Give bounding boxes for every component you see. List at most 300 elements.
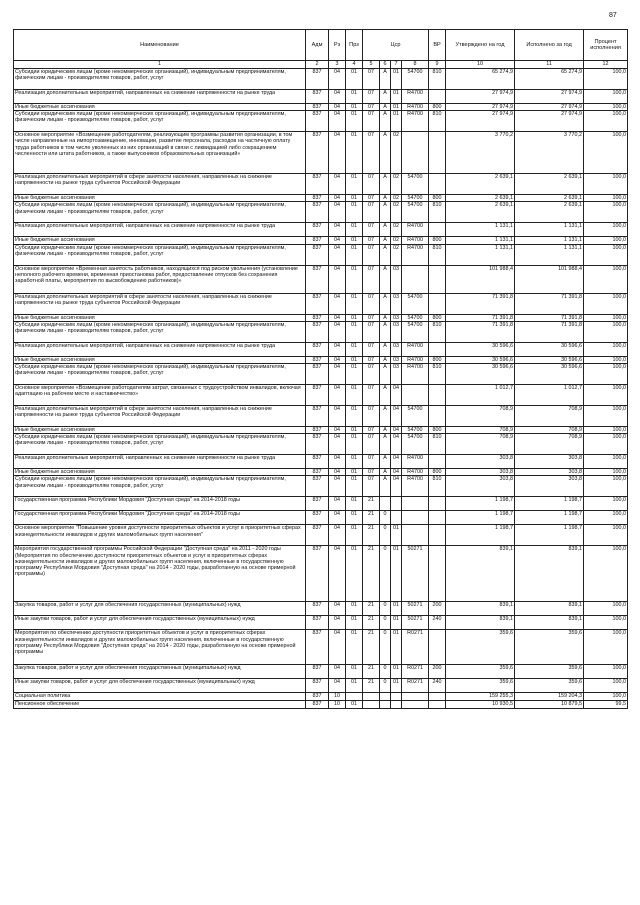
row-prz: 01 <box>346 356 363 363</box>
column-number: 2 <box>306 61 329 69</box>
row-vr <box>429 132 446 174</box>
row-percent: 100,0 <box>584 679 628 693</box>
row-adm: 837 <box>306 406 329 427</box>
row-percent: 100,0 <box>584 104 628 111</box>
row-rz: 04 <box>329 293 346 314</box>
row-plan: 71 391,8 <box>446 321 515 342</box>
row-exec: 71 391,8 <box>515 321 584 342</box>
row-csr-subprogram: 0 <box>380 511 391 525</box>
row-rz: 04 <box>329 356 346 363</box>
table-row <box>14 476 628 497</box>
row-vr: 810 <box>429 69 446 90</box>
row-vr <box>429 455 446 469</box>
row-vr: 200 <box>429 665 446 679</box>
row-csr-code: R4700 <box>402 104 429 111</box>
row-csr-code: 50271 <box>402 602 429 616</box>
row-csr-program: 21 <box>363 525 380 546</box>
row-vr <box>429 630 446 665</box>
row-percent: 100,0 <box>584 195 628 202</box>
row-percent: 100,0 <box>584 665 628 679</box>
row-adm: 837 <box>306 665 329 679</box>
row-rz: 04 <box>329 616 346 630</box>
table-row <box>14 511 628 525</box>
row-csr-program: 21 <box>363 602 380 616</box>
row-csr-subprogram: А <box>380 293 391 314</box>
row-csr-program: 21 <box>363 665 380 679</box>
row-name: Основное мероприятие «Возмещение работодателям, реализующим программы развития организации, в том числе направленные на импортозамещение, инновации, развитие персонала, расходов на частичную оплату труда работников в том числе уволенных из них организаций в связи с ликвидацией либо сокращением численности или штата работников, а также выпускников образовательных организаций» <box>14 132 306 174</box>
row-adm: 837 <box>306 90 329 104</box>
row-csr-event: 04 <box>391 455 402 469</box>
row-name: Иные бюджетные ассигнования <box>14 237 306 244</box>
row-adm: 837 <box>306 427 329 434</box>
row-csr-program: 07 <box>363 455 380 469</box>
row-rz: 04 <box>329 385 346 406</box>
row-adm: 837 <box>306 385 329 406</box>
row-percent: 100,0 <box>584 314 628 321</box>
row-vr <box>429 342 446 356</box>
row-percent: 100,0 <box>584 237 628 244</box>
row-plan: 71 391,8 <box>446 314 515 321</box>
column-number: 7 <box>391 61 402 69</box>
row-vr <box>429 511 446 525</box>
row-name: Пенсионное обеспечение <box>14 701 306 709</box>
row-csr-code: 54700 <box>402 195 429 202</box>
row-rz: 04 <box>329 223 346 237</box>
table-row <box>14 434 628 455</box>
table-row <box>14 630 628 665</box>
row-adm: 837 <box>306 342 329 356</box>
row-adm: 837 <box>306 104 329 111</box>
row-csr-code <box>402 525 429 546</box>
row-csr-event: 02 <box>391 237 402 244</box>
row-name: Субсидии юридическим лицам (кроме некоммерческих организаций), индивидуальным предпринимателям, физическим лицам - производителям товаров, работ, услуг <box>14 434 306 455</box>
row-csr-program: 07 <box>363 364 380 385</box>
row-rz: 04 <box>329 497 346 511</box>
header-percent: Процент исполнения <box>584 30 628 61</box>
row-prz: 01 <box>346 223 363 237</box>
row-percent: 100,0 <box>584 356 628 363</box>
row-csr-program: 07 <box>363 356 380 363</box>
table-row <box>14 111 628 132</box>
row-rz: 04 <box>329 174 346 195</box>
row-csr-program: 07 <box>363 174 380 195</box>
row-plan: 159 255,3 <box>446 693 515 701</box>
row-exec: 1 131,1 <box>515 237 584 244</box>
column-number-row <box>14 61 628 69</box>
row-prz: 01 <box>346 434 363 455</box>
row-csr-program: 21 <box>363 511 380 525</box>
row-name: Иные бюджетные ассигнования <box>14 195 306 202</box>
row-rz: 04 <box>329 195 346 202</box>
row-csr-subprogram: 0 <box>380 602 391 616</box>
row-csr-event: 01 <box>391 630 402 665</box>
row-prz <box>346 693 363 701</box>
row-csr-code: 54700 <box>402 202 429 223</box>
table-row <box>14 90 628 104</box>
row-csr-event: 04 <box>391 385 402 406</box>
row-plan: 10 930,5 <box>446 701 515 709</box>
row-name: Реализация дополнительных мероприятий, направленных на снижение напряженности на рынке труда <box>14 90 306 104</box>
row-plan: 2 639,1 <box>446 202 515 223</box>
row-prz: 01 <box>346 406 363 427</box>
row-vr <box>429 385 446 406</box>
row-exec: 30 596,6 <box>515 342 584 356</box>
row-exec: 159 204,3 <box>515 693 584 701</box>
header-plan: Утверждено на год <box>446 30 515 61</box>
row-csr-event: 03 <box>391 342 402 356</box>
row-csr-subprogram: А <box>380 364 391 385</box>
row-csr-program: 07 <box>363 314 380 321</box>
row-prz: 01 <box>346 427 363 434</box>
row-name: Иные бюджетные ассигнования <box>14 104 306 111</box>
row-csr-program: 21 <box>363 630 380 665</box>
row-exec: 839,1 <box>515 602 584 616</box>
row-exec: 30 596,6 <box>515 364 584 385</box>
row-plan: 30 596,6 <box>446 342 515 356</box>
row-vr: 800 <box>429 314 446 321</box>
row-csr-event: 02 <box>391 132 402 174</box>
table-row <box>14 679 628 693</box>
row-csr-code: 54700 <box>402 427 429 434</box>
table-row <box>14 701 628 709</box>
row-plan: 839,1 <box>446 616 515 630</box>
row-csr-code <box>402 265 429 293</box>
row-name: Государственная программа Республики Мордовия "Доступная среда" на 2014-2018 годы <box>14 497 306 511</box>
column-number: 1 <box>14 61 306 69</box>
row-prz: 01 <box>346 104 363 111</box>
row-prz: 01 <box>346 385 363 406</box>
row-exec: 2 639,1 <box>515 174 584 195</box>
row-csr-code: 54700 <box>402 321 429 342</box>
row-csr-event: 04 <box>391 469 402 476</box>
header-exec: Исполнено за год <box>515 30 584 61</box>
row-name: Иные бюджетные ассигнования <box>14 469 306 476</box>
table-row <box>14 104 628 111</box>
row-exec: 708,9 <box>515 427 584 434</box>
row-prz: 01 <box>346 293 363 314</box>
row-name: Реализация дополнительных мероприятий в сфере занятости населения, направленных на снижение напряженности на рынке труда субъектов Российской Федерации <box>14 174 306 195</box>
row-name: Мероприятия государственной программы Российской Федерации "Доступная среда" на 2011 - 2020 годы (Мероприятия по обеспечению доступности приоритетных объектов и услуг в приоритетных сферах жизнедеятельности инвалидов и других маломобильных групп населения, включенные в государственную программу Республики Мордовия "Доступная среда" на 2014 - 2020 годы, разработанную на основе примерной программы) <box>14 546 306 602</box>
row-csr-event: 02 <box>391 244 402 265</box>
row-rz: 04 <box>329 665 346 679</box>
row-rz: 04 <box>329 104 346 111</box>
table-row <box>14 427 628 434</box>
row-percent: 100,0 <box>584 546 628 602</box>
row-adm: 837 <box>306 265 329 293</box>
row-vr <box>429 693 446 701</box>
row-csr-subprogram: А <box>380 174 391 195</box>
row-adm: 837 <box>306 321 329 342</box>
row-vr <box>429 90 446 104</box>
row-exec: 839,1 <box>515 616 584 630</box>
row-name: Реализация дополнительных мероприятий в сфере занятости населения, направленных на снижение напряженности на рынке труда субъектов Российской Федерации <box>14 406 306 427</box>
row-csr-program: 07 <box>363 111 380 132</box>
row-csr-code: R4700 <box>402 223 429 237</box>
table-row <box>14 385 628 406</box>
row-name: Реализация дополнительных мероприятий, направленных на снижение напряженности на рынке труда <box>14 223 306 237</box>
row-percent: 100,0 <box>584 497 628 511</box>
row-exec: 359,6 <box>515 665 584 679</box>
row-csr-event: 01 <box>391 546 402 602</box>
row-adm: 837 <box>306 237 329 244</box>
row-csr-code: 50271 <box>402 546 429 602</box>
row-csr-code: R4700 <box>402 356 429 363</box>
row-rz: 04 <box>329 427 346 434</box>
row-csr-event: 01 <box>391 679 402 693</box>
row-percent: 100,0 <box>584 385 628 406</box>
column-number: 5 <box>363 61 380 69</box>
row-csr-code: R4700 <box>402 476 429 497</box>
row-rz: 04 <box>329 525 346 546</box>
row-prz: 01 <box>346 665 363 679</box>
row-plan: 1 131,1 <box>446 244 515 265</box>
table-row <box>14 455 628 469</box>
row-csr-subprogram: А <box>380 195 391 202</box>
row-name: Закупка товаров, работ и услуг для обеспечения государственных (муниципальных) нужд <box>14 665 306 679</box>
row-csr-subprogram: А <box>380 111 391 132</box>
row-plan: 27 974,9 <box>446 90 515 104</box>
row-csr-event: 03 <box>391 293 402 314</box>
row-adm: 837 <box>306 497 329 511</box>
row-csr-program: 07 <box>363 434 380 455</box>
column-number: 9 <box>429 61 446 69</box>
row-rz: 04 <box>329 111 346 132</box>
row-percent: 100,0 <box>584 406 628 427</box>
row-csr-program: 07 <box>363 406 380 427</box>
row-csr-code <box>402 693 429 701</box>
row-vr <box>429 497 446 511</box>
row-exec: 1 198,7 <box>515 511 584 525</box>
row-name: Субсидии юридическим лицам (кроме некоммерческих организаций), индивидуальным предпринимателям, физическим лицам - производителям товаров, работ, услуг <box>14 364 306 385</box>
table-row <box>14 293 628 314</box>
table-row <box>14 693 628 701</box>
row-rz: 04 <box>329 314 346 321</box>
row-plan: 1 198,7 <box>446 511 515 525</box>
column-number: 4 <box>346 61 363 69</box>
row-plan: 1 131,1 <box>446 237 515 244</box>
row-prz: 01 <box>346 469 363 476</box>
row-name: Основное мероприятие «Возмещение работодателям затрат, связанных с трудоустройством инвалидов, включая адаптацию на рабочем месте и наставничество» <box>14 385 306 406</box>
row-csr-event: 02 <box>391 174 402 195</box>
row-csr-code: R4700 <box>402 469 429 476</box>
row-csr-code <box>402 385 429 406</box>
row-prz: 01 <box>346 314 363 321</box>
row-percent: 100,0 <box>584 69 628 90</box>
row-csr-event <box>391 693 402 701</box>
row-name: Субсидии юридическим лицам (кроме некоммерческих организаций), индивидуальным предпринимателям, физическим лицам - производителям товаров, работ, услуг <box>14 69 306 90</box>
row-vr <box>429 406 446 427</box>
row-exec: 708,9 <box>515 406 584 427</box>
header-adm: Адм <box>306 30 329 61</box>
table-row <box>14 602 628 616</box>
row-name: Закупка товаров, работ и услуг для обеспечения государственных (муниципальных) нужд <box>14 602 306 616</box>
row-csr-event: 03 <box>391 265 402 293</box>
row-vr: 800 <box>429 469 446 476</box>
row-exec: 1 131,1 <box>515 244 584 265</box>
row-percent: 100,0 <box>584 693 628 701</box>
row-prz: 01 <box>346 132 363 174</box>
row-csr-event: 02 <box>391 223 402 237</box>
row-percent: 100,0 <box>584 293 628 314</box>
row-percent: 100,0 <box>584 244 628 265</box>
row-exec: 2 639,1 <box>515 202 584 223</box>
row-vr: 800 <box>429 237 446 244</box>
row-csr-event: 03 <box>391 321 402 342</box>
row-csr-event: 01 <box>391 69 402 90</box>
row-percent: 99,5 <box>584 701 628 709</box>
row-percent: 100,0 <box>584 455 628 469</box>
row-csr-code: R0271 <box>402 679 429 693</box>
table-row <box>14 616 628 630</box>
row-rz: 04 <box>329 90 346 104</box>
row-rz: 04 <box>329 511 346 525</box>
row-csr-subprogram: 0 <box>380 679 391 693</box>
row-exec: 71 391,8 <box>515 314 584 321</box>
row-adm: 837 <box>306 356 329 363</box>
row-csr-subprogram: А <box>380 237 391 244</box>
row-csr-event: 02 <box>391 202 402 223</box>
row-csr-event: 04 <box>391 427 402 434</box>
row-prz: 01 <box>346 90 363 104</box>
budget-execution-table <box>13 29 628 709</box>
row-prz: 01 <box>346 511 363 525</box>
row-exec: 708,9 <box>515 434 584 455</box>
row-csr-subprogram: А <box>380 406 391 427</box>
row-rz: 04 <box>329 244 346 265</box>
row-name: Иные закупки товаров, работ и услуг для обеспечения государственных (муниципальных) нужд <box>14 616 306 630</box>
row-adm: 837 <box>306 244 329 265</box>
row-prz: 01 <box>346 244 363 265</box>
row-adm: 837 <box>306 693 329 701</box>
row-exec: 65 274,9 <box>515 69 584 90</box>
row-plan: 3 770,2 <box>446 132 515 174</box>
row-csr-subprogram: А <box>380 314 391 321</box>
row-prz: 01 <box>346 202 363 223</box>
row-name: Реализация дополнительных мероприятий, направленных на снижение напряженности на рынке труда <box>14 342 306 356</box>
row-exec: 27 974,9 <box>515 104 584 111</box>
table-row <box>14 356 628 363</box>
row-name: Иные закупки товаров, работ и услуг для обеспечения государственных (муниципальных) нужд <box>14 679 306 693</box>
row-exec: 27 974,9 <box>515 90 584 104</box>
row-exec: 101 988,4 <box>515 265 584 293</box>
row-csr-subprogram <box>380 693 391 701</box>
row-percent: 100,0 <box>584 630 628 665</box>
row-csr-code: 54700 <box>402 174 429 195</box>
row-prz: 01 <box>346 497 363 511</box>
row-csr-subprogram: 0 <box>380 665 391 679</box>
row-csr-subprogram: А <box>380 265 391 293</box>
row-csr-subprogram: А <box>380 469 391 476</box>
row-exec: 1 198,7 <box>515 497 584 511</box>
row-vr: 200 <box>429 602 446 616</box>
row-csr-program <box>363 693 380 701</box>
row-csr-event: 01 <box>391 111 402 132</box>
row-vr: 800 <box>429 356 446 363</box>
row-adm: 837 <box>306 679 329 693</box>
row-csr-program: 07 <box>363 427 380 434</box>
row-csr-event: 04 <box>391 476 402 497</box>
table-row <box>14 497 628 511</box>
row-percent: 100,0 <box>584 525 628 546</box>
row-adm: 837 <box>306 455 329 469</box>
row-csr-program: 07 <box>363 265 380 293</box>
row-exec: 359,6 <box>515 630 584 665</box>
row-name: Основное мероприятие «Временная занятость работников, находящихся под риском увольнения (установление неполного рабочего времени, временная приостановка работ, предоставление отпусков без сохранения заработной платы, мероприятия по высвобождению работников)» <box>14 265 306 293</box>
row-plan: 708,9 <box>446 434 515 455</box>
row-name: Иные бюджетные ассигнования <box>14 427 306 434</box>
row-exec: 359,6 <box>515 679 584 693</box>
row-rz: 10 <box>329 693 346 701</box>
header-row <box>14 30 628 61</box>
row-vr: 810 <box>429 434 446 455</box>
row-vr: 810 <box>429 111 446 132</box>
row-csr-event: 04 <box>391 434 402 455</box>
row-rz: 04 <box>329 265 346 293</box>
row-percent: 100,0 <box>584 132 628 174</box>
row-adm: 837 <box>306 223 329 237</box>
row-plan: 839,1 <box>446 546 515 602</box>
row-percent: 100,0 <box>584 476 628 497</box>
row-csr-program: 07 <box>363 237 380 244</box>
row-prz: 01 <box>346 546 363 602</box>
row-exec: 1 131,1 <box>515 223 584 237</box>
row-csr-program: 07 <box>363 469 380 476</box>
row-rz: 04 <box>329 476 346 497</box>
row-vr: 240 <box>429 616 446 630</box>
row-csr-event: 01 <box>391 525 402 546</box>
row-percent: 100,0 <box>584 616 628 630</box>
row-csr-program: 07 <box>363 195 380 202</box>
row-prz: 01 <box>346 69 363 90</box>
row-percent: 100,0 <box>584 174 628 195</box>
row-csr-code: R0271 <box>402 630 429 665</box>
row-rz: 04 <box>329 237 346 244</box>
row-plan: 71 391,8 <box>446 293 515 314</box>
row-percent: 100,0 <box>584 602 628 616</box>
column-number: 6 <box>380 61 391 69</box>
row-plan: 303,8 <box>446 476 515 497</box>
row-csr-code: R4700 <box>402 342 429 356</box>
row-csr-subprogram: А <box>380 356 391 363</box>
row-adm: 837 <box>306 69 329 90</box>
row-name: Иные бюджетные ассигнования <box>14 356 306 363</box>
row-csr-event: 01 <box>391 616 402 630</box>
row-plan: 2 639,1 <box>446 174 515 195</box>
row-vr: 810 <box>429 244 446 265</box>
row-prz: 01 <box>346 630 363 665</box>
header-csr: Цср <box>363 30 429 61</box>
row-csr-program: 07 <box>363 293 380 314</box>
row-rz: 04 <box>329 546 346 602</box>
row-prz: 01 <box>346 616 363 630</box>
row-prz: 01 <box>346 265 363 293</box>
row-plan: 30 596,6 <box>446 356 515 363</box>
row-prz: 01 <box>346 195 363 202</box>
row-name: Основное мероприятие "Повышение уровня доступности приоритетных объектов и услуг в приоритетных сферах жизнедеятельности инвалидов и других маломобильных групп населения" <box>14 525 306 546</box>
row-csr-program: 21 <box>363 616 380 630</box>
header-rz: Рз <box>329 30 346 61</box>
row-plan: 359,6 <box>446 665 515 679</box>
row-vr: 810 <box>429 321 446 342</box>
row-csr-event <box>391 701 402 709</box>
row-vr: 800 <box>429 195 446 202</box>
row-percent: 100,0 <box>584 364 628 385</box>
row-csr-subprogram <box>380 701 391 709</box>
row-adm: 837 <box>306 174 329 195</box>
row-name: Реализация дополнительных мероприятий, направленных на снижение напряженности на рынке труда <box>14 455 306 469</box>
row-csr-subprogram: А <box>380 104 391 111</box>
row-prz: 01 <box>346 701 363 709</box>
